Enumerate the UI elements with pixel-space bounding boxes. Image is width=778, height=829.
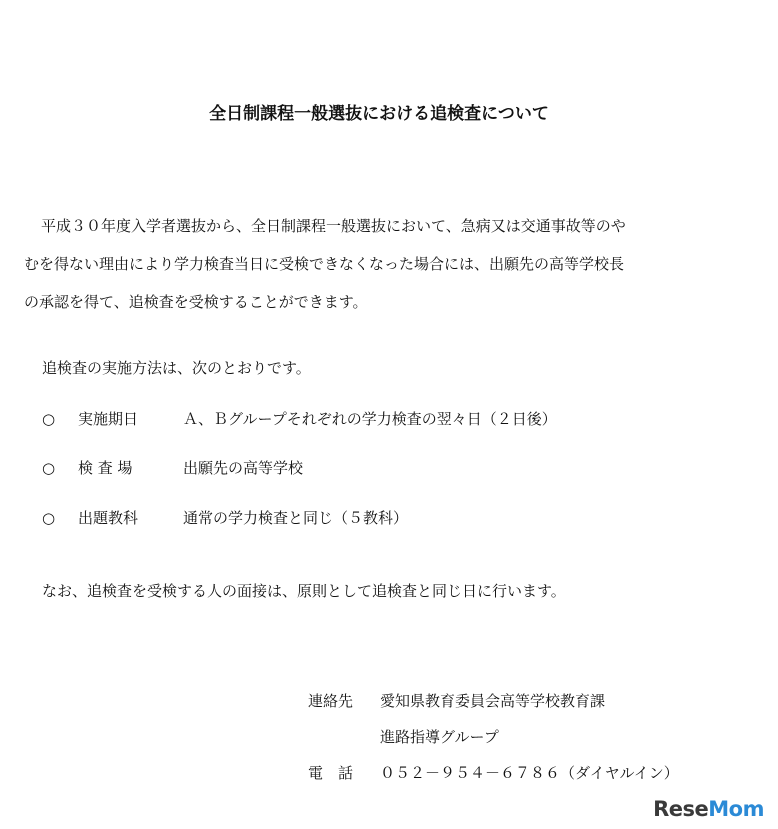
item-label: 検 査 場 bbox=[78, 459, 133, 477]
item-label: 実施期日 bbox=[78, 410, 139, 428]
item-label: 出題教科 bbox=[78, 509, 139, 527]
paragraph-line: 平成３０年度入学者選抜から、全日制課程一般選抜において、急病又は交通事故等のや bbox=[41, 217, 626, 235]
logo-suffix: Mom bbox=[708, 797, 764, 821]
contact-label: 連絡先 bbox=[308, 692, 354, 710]
phone-label: 電 話 bbox=[308, 764, 354, 782]
logo-prefix: Rese bbox=[653, 797, 709, 821]
circle-bullet-icon: ○ bbox=[42, 410, 56, 428]
circle-bullet-icon: ○ bbox=[42, 509, 56, 527]
paragraph-line: むを得ない理由により学力検査当日に受検できなくなった場合には、出願先の高等学校長 bbox=[24, 255, 625, 273]
contact-org: 愛知県教育委員会高等学校教育課 bbox=[380, 692, 606, 710]
contact-group: 進路指導グループ bbox=[380, 728, 499, 746]
item-value: 通常の学力検査と同じ（５教科） bbox=[183, 509, 409, 527]
item-value: Ａ、Ｂグループそれぞれの学力検査の翌々日（２日後） bbox=[183, 410, 557, 428]
item-value: 出願先の高等学校 bbox=[183, 459, 304, 477]
phone-number: ０５２－９５４－６７８６（ダイヤルイン） bbox=[380, 764, 679, 782]
main-paragraph bbox=[24, 207, 746, 321]
circle-bullet-icon: ○ bbox=[42, 459, 56, 477]
note-text: なお、追検査を受検する人の面接は、原則として追検査と同じ日に行います。 bbox=[42, 582, 566, 600]
intro-text: 追検査の実施方法は、次のとおりです。 bbox=[42, 359, 311, 377]
paragraph-line: の承認を得て、追検査を受検することができます。 bbox=[24, 293, 368, 311]
resemom-logo bbox=[653, 797, 764, 821]
document-title: 全日制課程一般選抜における追検査について bbox=[209, 104, 549, 124]
